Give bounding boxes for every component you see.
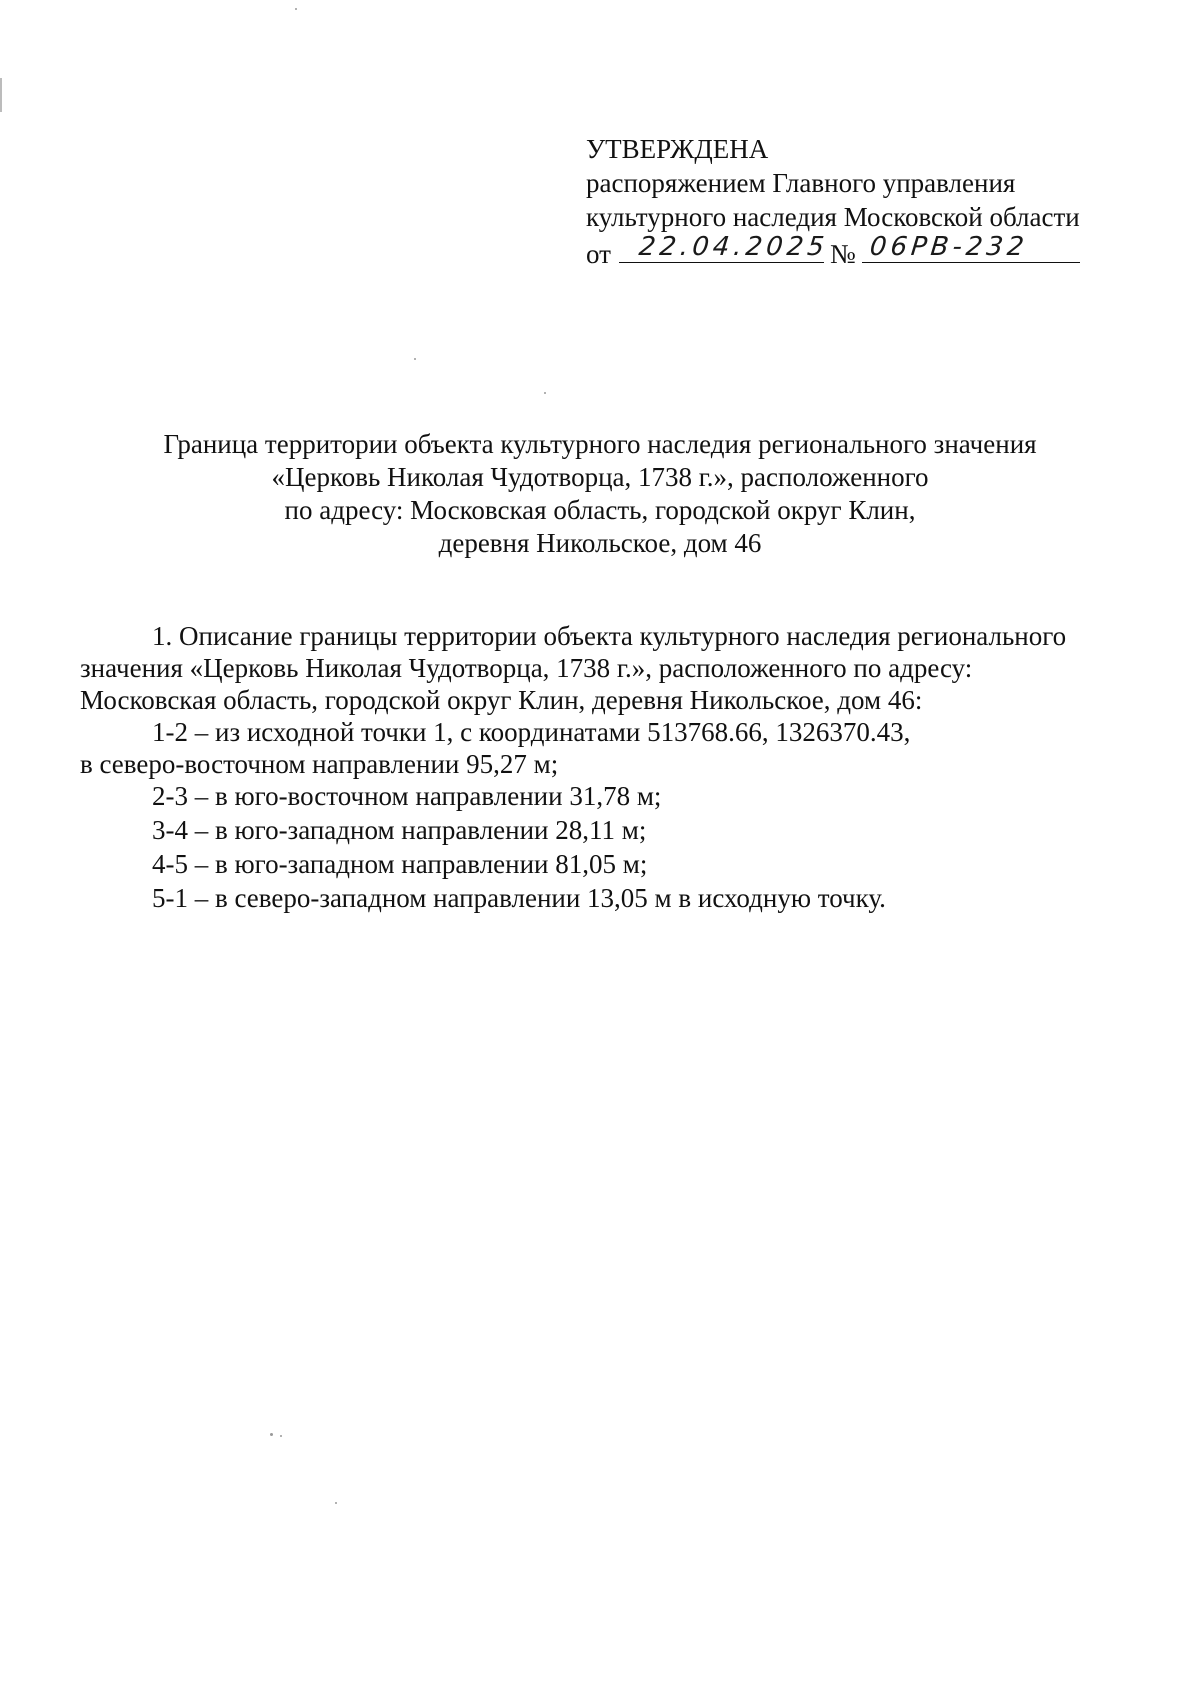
paragraph-1-line-2: значения «Церковь Николая Чудотворца, 1738 г.», расположенного по адресу: (80, 653, 973, 683)
scan-speck (270, 1433, 273, 1436)
document-title (80, 428, 1120, 560)
approval-heading: УТВЕРЖДЕНА (586, 134, 769, 164)
date-prefix: от (586, 239, 611, 269)
segment-4-5: 4-5 – в юго-западном направлении 81,05 м; (152, 849, 648, 879)
approval-line-1: распоряжением Главного управления (586, 168, 1016, 198)
segment-2-3: 2-3 – в юго-восточном направлении 31,78 м; (152, 781, 662, 811)
date-field (619, 232, 830, 263)
segment-1-2-line-2: в северо-восточном направлении 95,27 м; (80, 749, 559, 779)
handwritten-number: 06РВ-232 (868, 232, 1029, 262)
handwritten-date: 22.04.2025 (637, 232, 830, 262)
scan-edge-mark (0, 78, 2, 112)
scan-speck (414, 358, 416, 360)
paragraph-1-line-3: Московская область, городской округ Клин, деревня Никольское, дом 46: (80, 685, 923, 715)
title-line-2: «Церковь Николая Чудотворца, 1738 г.», расположенного (271, 462, 929, 492)
document-body (80, 620, 1147, 916)
approval-block (586, 132, 1146, 272)
title-line-3: по адресу: Московская область, городской округ Клин, (284, 495, 916, 525)
scan-speck (335, 1502, 337, 1504)
scan-speck (295, 8, 297, 10)
scan-speck (280, 1435, 282, 1437)
approval-line-2: культурного наследия Московской области (586, 202, 1080, 232)
paragraph-1-line-1: 1. Описание границы территории объекта культурного наследия регионального (152, 621, 1067, 651)
number-prefix: № (829, 239, 856, 269)
segment-5-1: 5-1 – в северо-западном направлении 13,05 м в исходную точку. (152, 883, 886, 913)
title-line-1: Граница территории объекта культурного наследия регионального значения (163, 429, 1037, 459)
scan-speck (544, 392, 546, 394)
approval-date-row (586, 234, 1146, 272)
segment-3-4: 3-4 – в юго-западном направлении 28,11 м; (152, 815, 647, 845)
title-line-4: деревня Никольское, дом 46 (438, 528, 762, 558)
segment-1-2-line-1: 1-2 – из исходной точки 1, с координатами 513768.66, 1326370.43, (152, 717, 911, 747)
number-field (862, 234, 1080, 263)
